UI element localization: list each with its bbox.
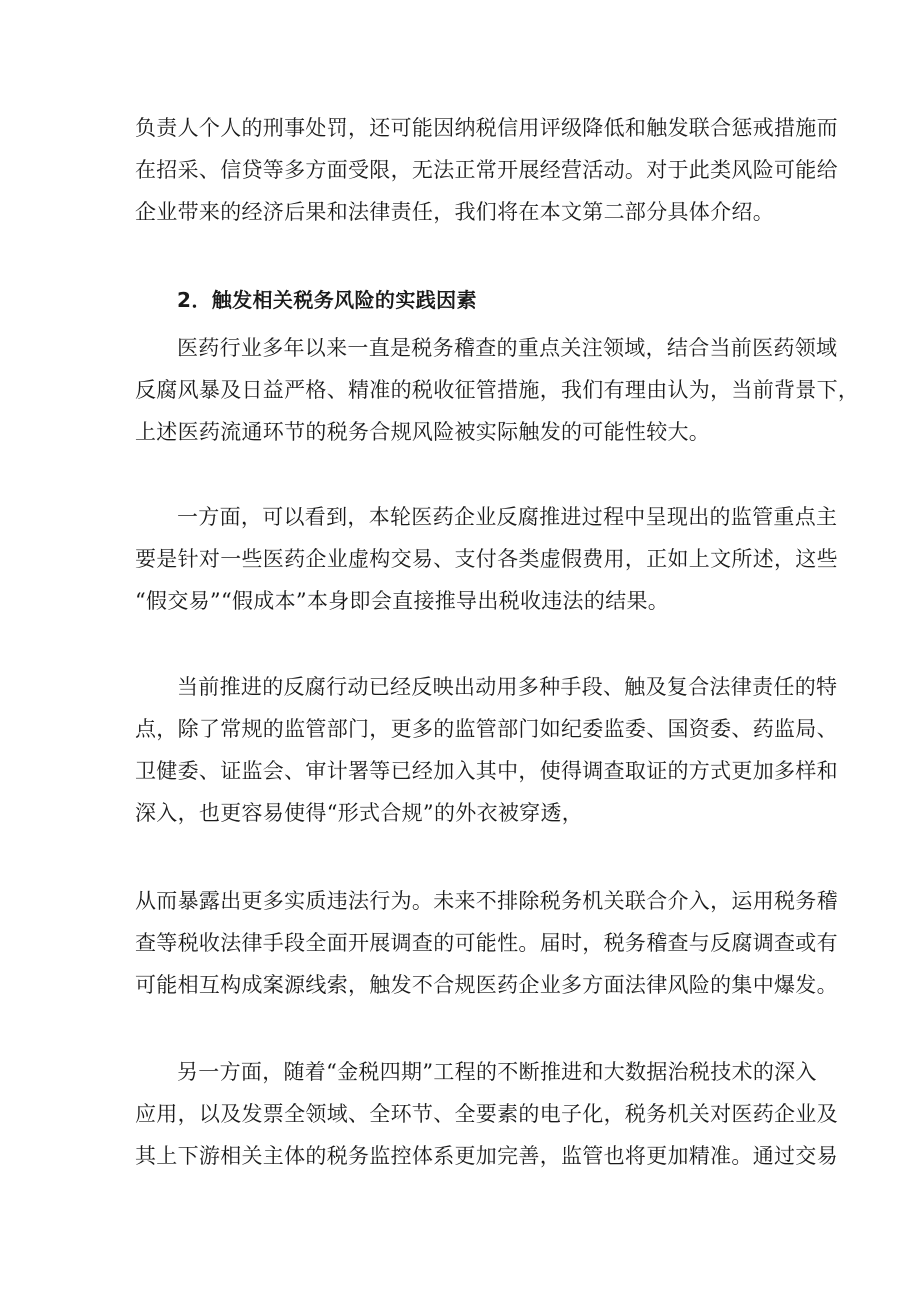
text-line: 应用，以及发票全领域、全环节、全要素的电子化，税务机关对医药企业及 bbox=[135, 1102, 838, 1126]
section-heading: 2．触发相关税务风险的实践因素 bbox=[177, 288, 477, 312]
paragraph-3 bbox=[135, 496, 838, 622]
text-line: 查等税收法律手段全面开展调查的可能性。届时，税务稽查与反腐调查或有 bbox=[135, 931, 838, 955]
text-line: 上述医药流通环节的税务合规风险被实际触发的可能性较大。 bbox=[135, 420, 711, 444]
text-line: 其上下游相关主体的税务监控体系更加完善，监管也将更加精准。通过交易 bbox=[135, 1144, 838, 1168]
text-line: 一方面，可以看到，本轮医药企业反腐推进过程中呈现出的监管重点主 bbox=[177, 505, 838, 529]
paragraph-4 bbox=[135, 666, 838, 834]
text-line: 要是针对一些医药企业虚构交易、支付各类虚假费用，正如上文所述，这些 bbox=[135, 547, 838, 571]
paragraph-6 bbox=[135, 1051, 838, 1177]
text-line: 深入，也更容易使得“形式合规”的外衣被穿透， bbox=[135, 801, 584, 825]
paragraph-2 bbox=[135, 327, 860, 453]
text-line: 在招采、信贷等多方面受限，无法正常开展经营活动。对于此类风险可能给 bbox=[135, 158, 838, 182]
text-line: 点，除了常规的监管部门，更多的监管部门如纪委监委、国资委、药监局、 bbox=[135, 717, 838, 741]
text-line: 负责人个人的刑事处罚，还可能因纳税信用评级降低和触发联合惩戒措施而 bbox=[135, 116, 838, 140]
text-line: 另一方面，随着“金税四期”工程的不断推进和大数据治税技术的深入 bbox=[177, 1060, 817, 1084]
text-line: 从而暴露出更多实质违法行为。未来不排除税务机关联合介入，运用税务稽 bbox=[135, 889, 838, 913]
text-line: 企业带来的经济后果和法律责任，我们将在本文第二部分具体介绍。 bbox=[135, 200, 774, 224]
text-line: 反腐风暴及日益严格、精准的税收征管措施，我们有理由认为，当前背景下， bbox=[135, 378, 860, 402]
text-line: 医药行业多年以来一直是税务稽查的重点关注领域，结合当前医药领域 bbox=[177, 336, 838, 360]
text-line: 可能相互构成案源线索，触发不合规医药企业多方面法律风险的集中爆发。 bbox=[135, 973, 838, 997]
paragraph-1 bbox=[135, 107, 838, 233]
paragraph-5 bbox=[135, 880, 838, 1006]
text-line: 当前推进的反腐行动已经反映出动用多种手段、触及复合法律责任的特 bbox=[177, 675, 838, 699]
text-line: “假交易”“假成本”本身即会直接推导出税收违法的结果。 bbox=[135, 589, 670, 613]
text-line: 卫健委、证监会、审计署等已经加入其中，使得调查取证的方式更加多样和 bbox=[135, 759, 838, 783]
